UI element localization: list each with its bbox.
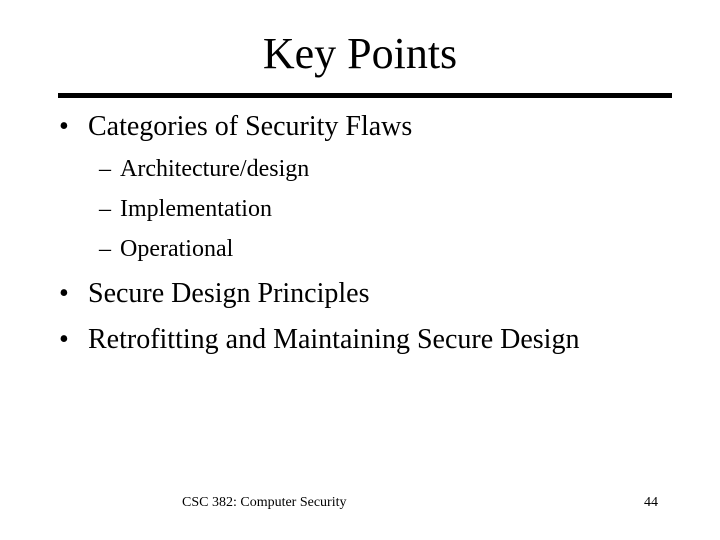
- sub-bullet-marker: –: [99, 196, 111, 222]
- bullet-marker: •: [59, 111, 69, 142]
- bullet-text: Secure Design Principles: [88, 278, 370, 309]
- bullet-text: Retrofitting and Maintaining Secure Design: [88, 324, 580, 355]
- bullet-marker: •: [59, 324, 69, 355]
- title-underline-rule: [58, 93, 672, 98]
- slide-title-text: Key Points: [262, 29, 458, 78]
- sub-bullet-marker: –: [99, 236, 111, 262]
- sub-bullet-text: Operational: [120, 236, 234, 262]
- slide-footer: CSC 382: Computer Security: [182, 495, 347, 510]
- slide-title: [0, 26, 720, 82]
- sub-bullet-marker: –: [99, 156, 111, 182]
- bullet-text: Categories of Security Flaws: [88, 111, 413, 142]
- page-number: 44: [644, 495, 658, 510]
- sub-bullet-text: Architecture/design: [120, 156, 310, 182]
- bullet-marker: •: [59, 278, 69, 309]
- sub-bullet-text: Implementation: [120, 196, 272, 222]
